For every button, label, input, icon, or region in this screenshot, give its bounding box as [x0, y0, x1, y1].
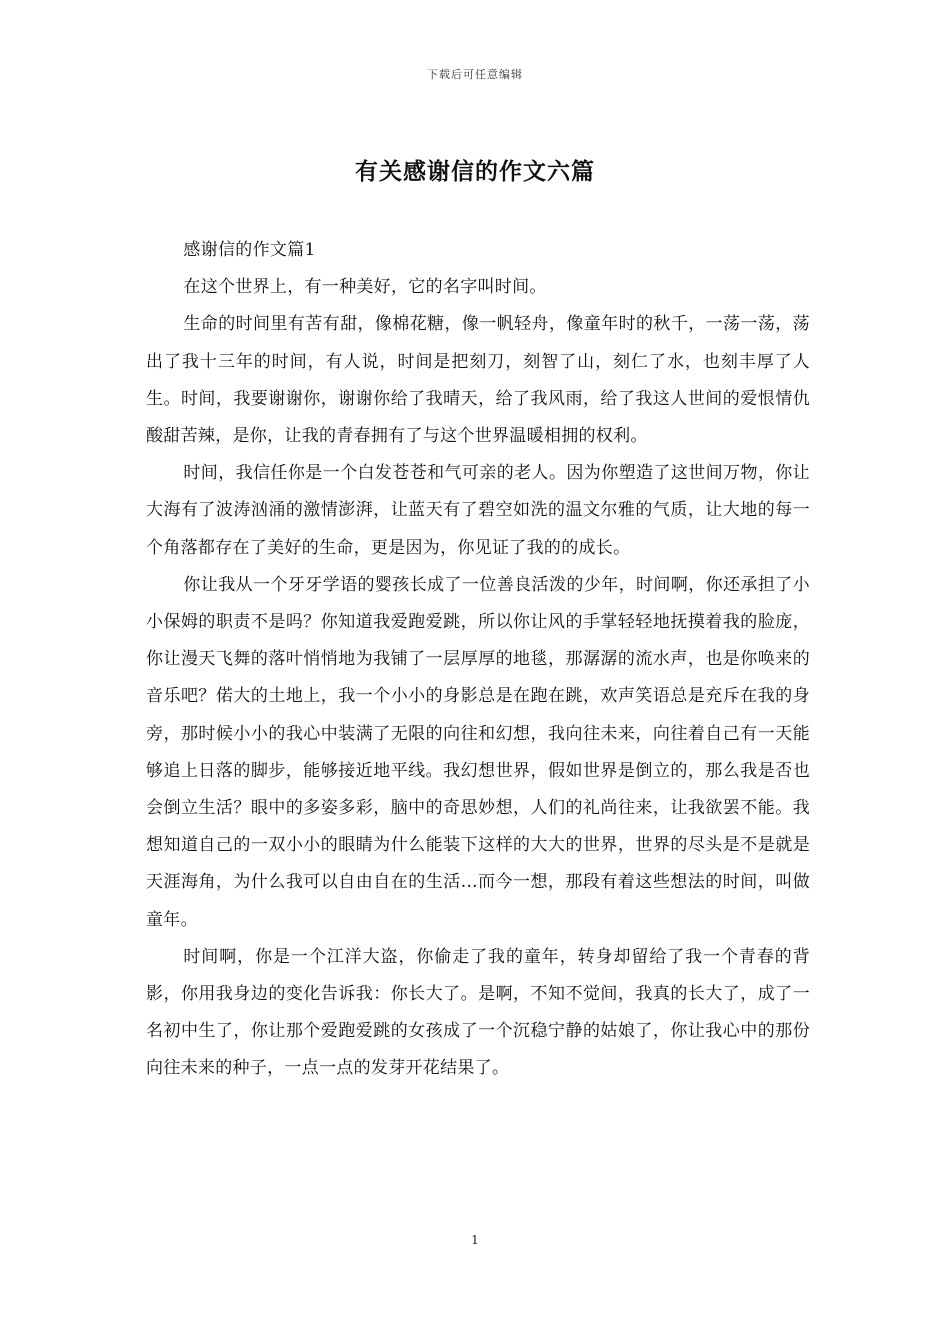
paragraph: 在这个世界上，有一种美好，它的名字叫时间。	[183, 277, 547, 298]
paragraph: 时间啊，你是一个江洋大盗，你偷走了我的童年，转身却留给了我一个青春的背影，你用我身边的变化告诉我：你长大了。是啊，不知不觉间，我真的长大了，成了一名初中生了，你让那个爱跑爱跳的女孩成了一个沉稳宁静的姑娘了，你让我心中的那份向往未来的种子，一点一点的发芽开花结果了。	[146, 946, 810, 1079]
document-title: 有关感谢信的作文六篇	[355, 158, 595, 185]
paragraph: 时间，我信任你是一个白发苍苍和气可亲的老人。因为你塑造了这世间万物，你让大海有了波涛汹涌的激情澎湃，让蓝天有了碧空如洗的温文尔雅的气质，让大地的每一个角落都存在了美好的生命，更是因为，你见证了我的的成长。	[146, 463, 810, 558]
paragraph: 生命的时间里有苦有甜，像棉花糖，像一帆轻舟，像童年时的秋千，一荡一荡，荡出了我十三年的时间，有人说，时间是把刻刀，刻智了山，刻仁了水，也刻丰厚了人生。时间，我要谢谢你，谢谢你给了我晴天，给了我风雨，给了我这人世间的爱恨情仇酸甜苦辣，是你，让我的青春拥有了与这个世界温暖相拥的权利。	[146, 314, 810, 447]
header-note: 下载后可任意编辑	[427, 68, 523, 81]
paragraph: 你让我从一个牙牙学语的婴孩长成了一位善良活泼的少年，时间啊，你还承担了小小保姆的职责不是吗？你知道我爱跑爱跳，所以你让风的手掌轻轻地抚摸着我的脸庞，你让漫天飞舞的落叶悄悄地为我铺了一层厚厚的地毯，那潺潺的流水声，也是你唤来的音乐吧？偌大的土地上，我一个小小的身影总是在跑在跳，欢声笑语总是充斥在我的身旁，那时候小小的我心中装满了无限的向往和幻想，我向往未来，向往着自己有一天能够追上日落的脚步，能够接近地平线。我幻想世界，假如世界是倒立的，那么我是否也会倒立生活？眼中的多姿多彩，脑中的奇思妙想，人们的礼尚往来，让我欲罢不能。我想知道自己的一双小小的眼睛为什么能装下这样的大大的世界，世界的尽头是不是就是天涯海角，为什么我可以自由自在的生活...而今一想，那段有着这些想法的时间，叫做童年。	[146, 574, 810, 930]
document-body	[146, 232, 810, 1088]
page-number: 1	[471, 1233, 479, 1247]
section-heading: 感谢信的作文篇1	[183, 240, 316, 260]
